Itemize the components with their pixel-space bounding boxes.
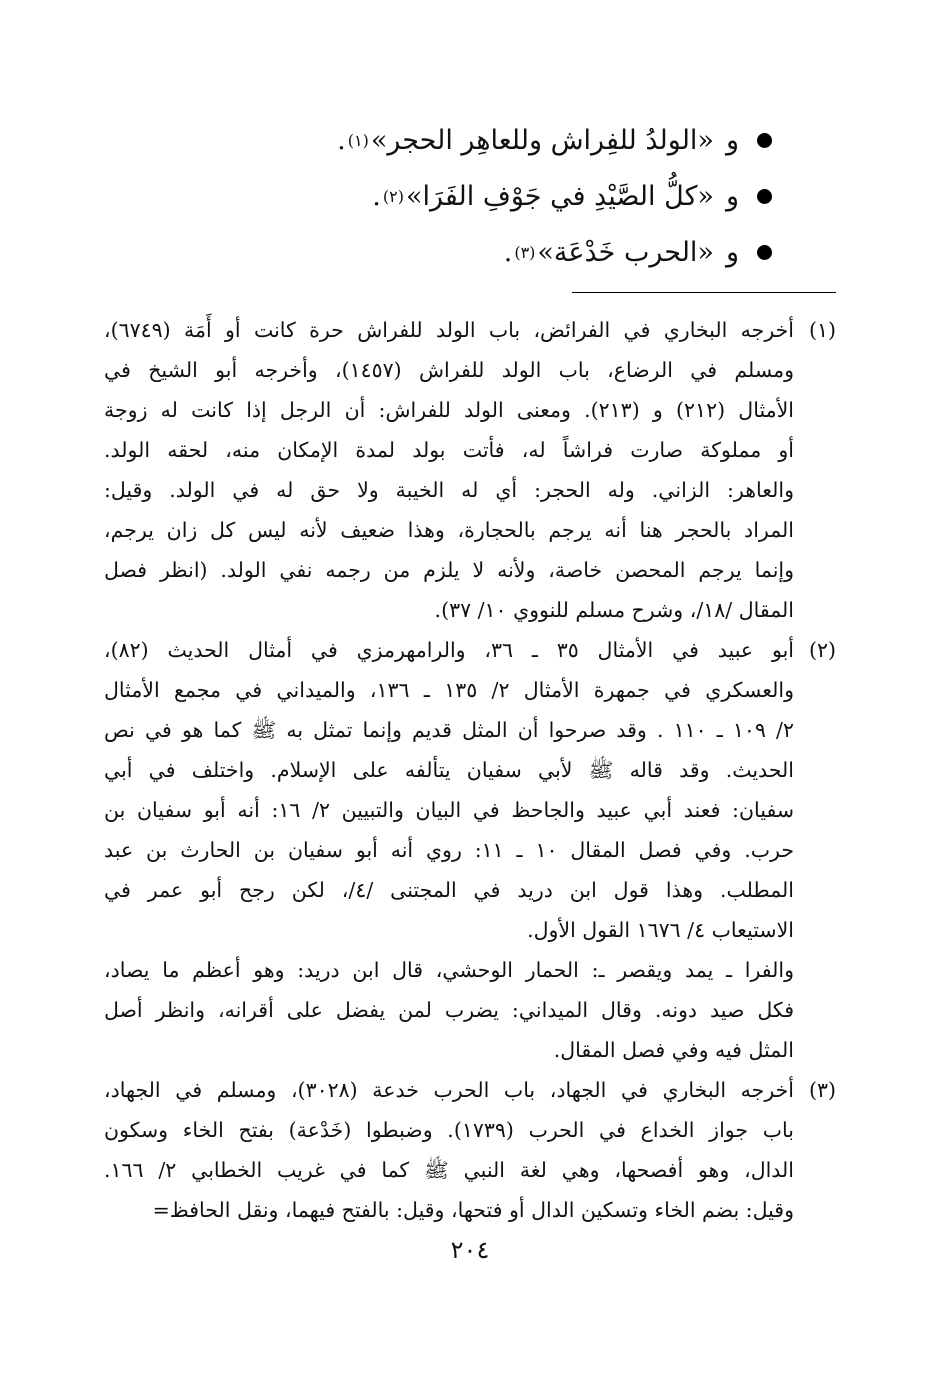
footnote-line: أخرجه البخاري في الجهاد، باب الحرب خدعة (٣٠٢٨)، ومسلم في الجهاد، — [104, 1078, 794, 1102]
footnote-line: باب جواز الخداع في الحرب (١٧٣٩). وضبطوا (خَدْعة) بفتح الخاء وسكون — [104, 1118, 794, 1142]
footnote-line: والعاهر: الزاني. وله الحجر: أي له الخيبة ولا حق له في الولد. وقيل: — [104, 478, 794, 502]
conjunction: و — [725, 180, 739, 212]
footnote-line: الحديث. وقد قاله ﷺ لأبي سفيان يتألفه على الإسلام. واختلف في أبي — [104, 758, 794, 782]
footnote-line: المقال /١٨/، وشرح مسلم للنووي ١٠/ ٣٧). — [434, 598, 794, 622]
footnote-number: (٢) — [808, 638, 836, 662]
conjunction: و — [725, 236, 739, 268]
footnote-body — [104, 310, 794, 630]
footnote-line: ومسلم في الرضاع، باب الولد للفراش (١٤٥٧)، وأخرجه أبو الشيخ في — [104, 358, 794, 382]
footnote-body — [104, 1070, 794, 1230]
footnote-ref[interactable]: (١) — [347, 130, 369, 150]
footnote-line: المثل فيه وفي فصل المقال. — [553, 1038, 794, 1062]
hadith-text: «الحرب خَدْعَة» — [537, 236, 714, 268]
footnote-line: وإنما يرجم المحصن خاصة، ولأنه لا يلزم من رجمه نفي الولد. (انظر فصل — [104, 558, 794, 582]
footnote-ref[interactable]: (٣) — [514, 242, 536, 262]
footnote-line: وقيل: بضم الخاء وتسكين الدال أو فتحها، وقيل: بالفتح فيهما، ونقل الحافظ= — [152, 1198, 794, 1222]
footnote-line: فكل صيد دونه. وقال الميداني: يضرب لمن يفضل على أقرانه، وانظر أصل — [104, 998, 794, 1022]
conjunction: و — [725, 124, 739, 156]
period: . — [372, 180, 381, 212]
footnote-line: المطلب. وهذا قول ابن دريد في المجتنى /٤/، لكن رجح أبو عمر في — [104, 878, 794, 902]
footnote-body — [104, 630, 794, 950]
footnotes — [104, 310, 836, 1230]
footnote-line: والعسكري في جمهرة الأمثال ٢/ ١٣٥ ـ ١٣٦، والميداني في مجمع الأمثال — [104, 678, 794, 702]
footnote-1 — [104, 310, 836, 630]
hadith-text: «الولدُ للفِراش وللعاهِر الحجر» — [370, 124, 714, 156]
footnote-line: الاستيعاب ٤/ ١٦٧٦ القول الأول. — [527, 918, 794, 942]
footnote-number: (١) — [808, 318, 836, 342]
footnote-number: (٣) — [808, 1078, 836, 1102]
period: . — [337, 124, 346, 156]
footnote-2 — [104, 630, 836, 950]
list-item — [212, 168, 772, 224]
footnote-line: أخرجه البخاري في الفرائض، باب الولد للفراش حرة كانت أو أَمَة (٦٧٤٩)، — [104, 318, 794, 342]
hadith-list — [212, 112, 772, 280]
footnote-line: والفرا ـ يمد ويقصر ـ: الحمار الوحشي، قال ابن دريد: وهو أعظم ما يصاد، — [104, 958, 794, 982]
footnote-2-paragraph — [104, 950, 836, 1070]
period: . — [503, 236, 513, 268]
list-item — [212, 112, 772, 168]
hadith-text: «كلُّ الصَّيْدِ في جَوْفِ الفَرَا» — [405, 180, 714, 212]
bullet-icon — [757, 133, 772, 148]
page-number: ٢٠٤ — [450, 1236, 490, 1264]
footnote-line: حرب. وفي فصل المقال ١٠ ـ ١١: روي أنه أبو سفيان بن الحارث بن عبد — [104, 838, 794, 862]
bullet-icon — [757, 189, 772, 204]
bullet-icon — [757, 245, 772, 260]
footnote-line: المراد بالحجر هنا أنه يرجم بالحجارة، وهذا ضعيف لأنه ليس كل زان يرجم، — [104, 518, 794, 542]
footnote-line: الدال، وهو أفصحها، وهي لغة النبي ﷺ كما في غريب الخطابي ٢/ ١٦٦. — [104, 1158, 794, 1182]
footnote-3 — [104, 1070, 836, 1230]
footnote-line: أبو عبيد في الأمثال ٣٥ ـ ٣٦، والرامهرمزي في أمثال الحديث (٨٢)، — [104, 638, 794, 662]
footnote-ref[interactable]: (٢) — [382, 186, 404, 206]
footnote-separator — [572, 292, 836, 293]
footnote-line: الأمثال (٢١٢) و (٢١٣). ومعنى الولد للفراش: أن الرجل إذا كانت له زوجة — [104, 398, 794, 422]
footnote-line: أو مملوكة صارت فراشاً له، فأتت بولد لمدة الإمكان منه، لحقه الولد. — [104, 438, 794, 462]
footnote-line: سفيان: فعند أبي عبيد والجاحظ في البيان والتبيين ٢/ ١٦: أنه أبو سفيان بن — [104, 798, 794, 822]
list-item — [212, 224, 772, 280]
footnote-line: ٢/ ١٠٩ ـ ١١٠ . وقد صرحوا أن المثل قديم وإنما تمثل به ﷺ كما هو في نص — [104, 718, 794, 742]
